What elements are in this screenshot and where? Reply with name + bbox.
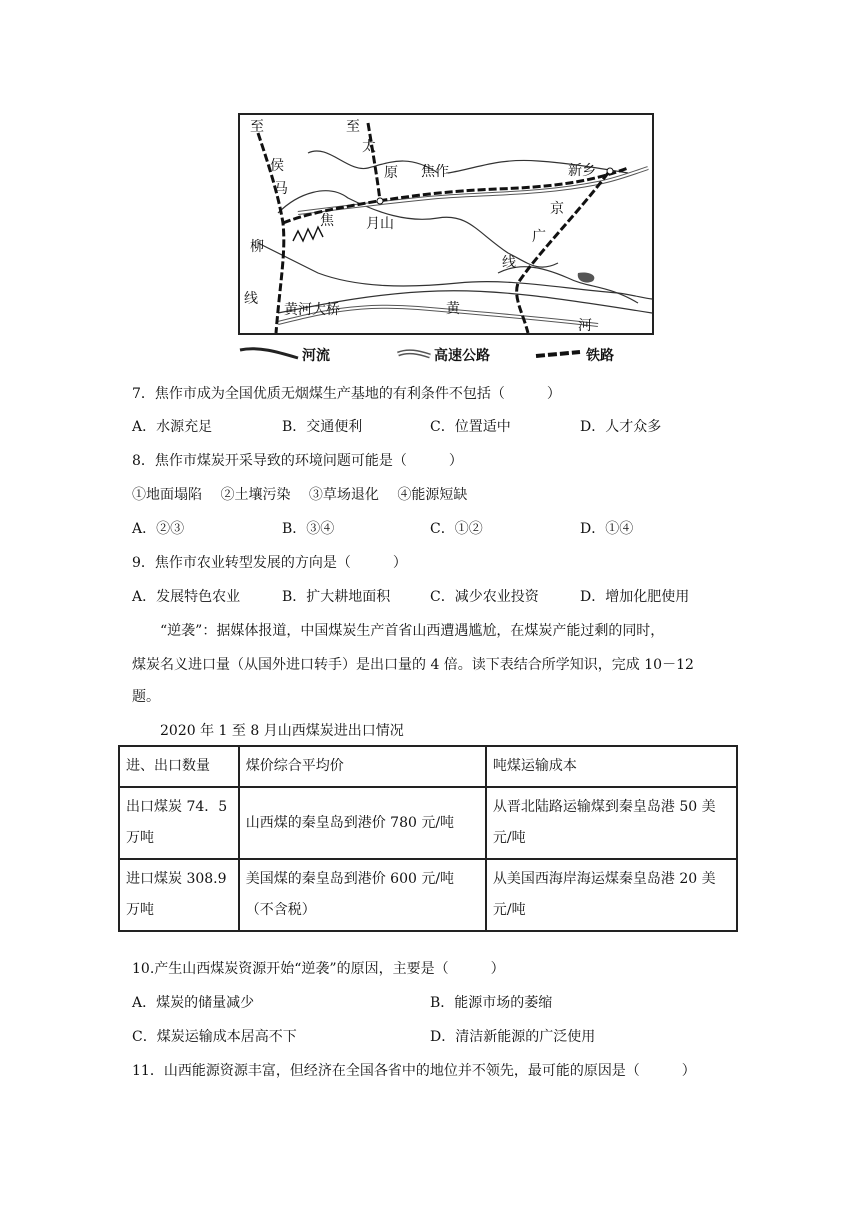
map-label: 焦 (320, 213, 334, 229)
table-caption: 2020 年 1 至 8 月山西煤炭进出口情况 (160, 723, 404, 739)
legend-river-label: 河流 (302, 348, 330, 364)
table-header-cell: 吨煤运输成本 (486, 746, 737, 787)
q8-option-b[interactable]: B．③④ (282, 521, 335, 537)
map-label: 原 (384, 165, 398, 181)
map-label: 广 (532, 229, 546, 245)
table-header-cell: 进、出口数量 (119, 746, 239, 787)
passage-line-1: “逆袭”：据媒体报道，中国煤炭生产首省山西遭遇尴尬，在煤炭产能过剩的同时， (160, 623, 665, 639)
q10-option-b[interactable]: B．能源市场的萎缩 (430, 995, 553, 1011)
city-dot (607, 168, 613, 174)
map-label: 太 (362, 139, 376, 155)
q7-option-d[interactable]: D．人才众多 (580, 419, 662, 435)
map-label: 侯 (270, 158, 284, 174)
legend-railway-label: 铁路 (586, 348, 614, 364)
passage-line-2: 煤炭名义进口量（从国外进口转手）是出口量的 4 倍。读下表结合所学知识，完成 10－12 (132, 657, 694, 673)
q8-option-c[interactable]: C．①② (430, 521, 483, 537)
map-label: 至 (346, 119, 360, 135)
map-label: 至 (250, 119, 264, 135)
q8-option-d[interactable]: D．①④ (580, 521, 634, 537)
question-8-stem: 8．焦作市煤炭开采导致的环境问题可能是（ ） (132, 453, 463, 469)
q10-option-a[interactable]: A．煤炭的储量减少 (132, 995, 255, 1011)
city-dot (377, 198, 383, 204)
map-label: 京 (550, 201, 564, 217)
question-11-stem: 11．山西能源资源丰富，但经济在全国各省中的地位并不领先，最可能的原因是（ ） (132, 1063, 696, 1079)
legend-highway-label: 高速公路 (434, 348, 490, 364)
map-label: 河 (578, 318, 592, 334)
q8-option-a[interactable]: A．②③ (132, 521, 185, 537)
map-label: 黄河大桥 (284, 302, 340, 318)
table-cell: 美国煤的秦皇岛到港价 600 元/吨（不含税） (239, 859, 486, 931)
table-row (119, 859, 737, 931)
q10-option-c[interactable]: C．煤炭运输成本居高不下 (132, 1029, 297, 1045)
question-10-stem: 10.产生山西煤炭资源开始“逆袭”的原因，主要是（ ） (132, 961, 505, 977)
map-label: 马 (274, 181, 288, 197)
map-label: 焦作 (421, 164, 449, 180)
table-row (119, 787, 737, 859)
q9-option-c[interactable]: C．减少农业投资 (430, 589, 539, 605)
question-9-stem: 9．焦作市农业转型发展的方向是（ ） (132, 555, 407, 571)
table-cell: 从晋北陆路运输煤到秦皇岛港 50 美元/吨 (486, 787, 737, 859)
table-header-row (119, 746, 737, 787)
map-legend (238, 342, 658, 368)
table-cell: 进口煤炭 308.9 万吨 (119, 859, 239, 931)
q7-option-c[interactable]: C．位置适中 (430, 419, 511, 435)
table-cell: 山西煤的秦皇岛到港价 780 元/吨 (239, 787, 486, 859)
legend-railway-symbol (536, 352, 580, 356)
map-label: 柳 (250, 239, 264, 255)
map-label: 线 (244, 291, 258, 307)
question-7-stem: 7．焦作市成为全国优质无烟煤生产基地的有利条件不包括（ ） (132, 386, 561, 402)
map-label: 线 (502, 255, 516, 271)
q9-option-d[interactable]: D．增加化肥使用 (580, 589, 690, 605)
legend-river-symbol (240, 349, 298, 358)
question-8-items: ①地面塌陷 ②土壤污染 ③草场退化 ④能源短缺 (132, 487, 468, 503)
q10-option-d[interactable]: D．清洁新能源的广泛使用 (430, 1029, 596, 1045)
q9-option-b[interactable]: B．扩大耕地面积 (282, 589, 391, 605)
map-label: 月山 (366, 216, 394, 232)
table-header-cell: 煤价综合平均价 (239, 746, 486, 787)
map-label: 黄 (446, 301, 460, 317)
table-cell: 出口煤炭 74．5 万吨 (119, 787, 239, 859)
map-label: 新乡 (568, 163, 596, 179)
coal-trade-table (118, 745, 738, 932)
passage-line-3: 题。 (132, 689, 160, 705)
q9-option-a[interactable]: A．发展特色农业 (132, 589, 241, 605)
q7-option-b[interactable]: B．交通便利 (282, 419, 363, 435)
jiaozuo-map (238, 113, 654, 335)
q7-option-a[interactable]: A．水源充足 (132, 419, 213, 435)
table-cell: 从美国西海岸海运煤秦皇岛港 20 美元/吨 (486, 859, 737, 931)
